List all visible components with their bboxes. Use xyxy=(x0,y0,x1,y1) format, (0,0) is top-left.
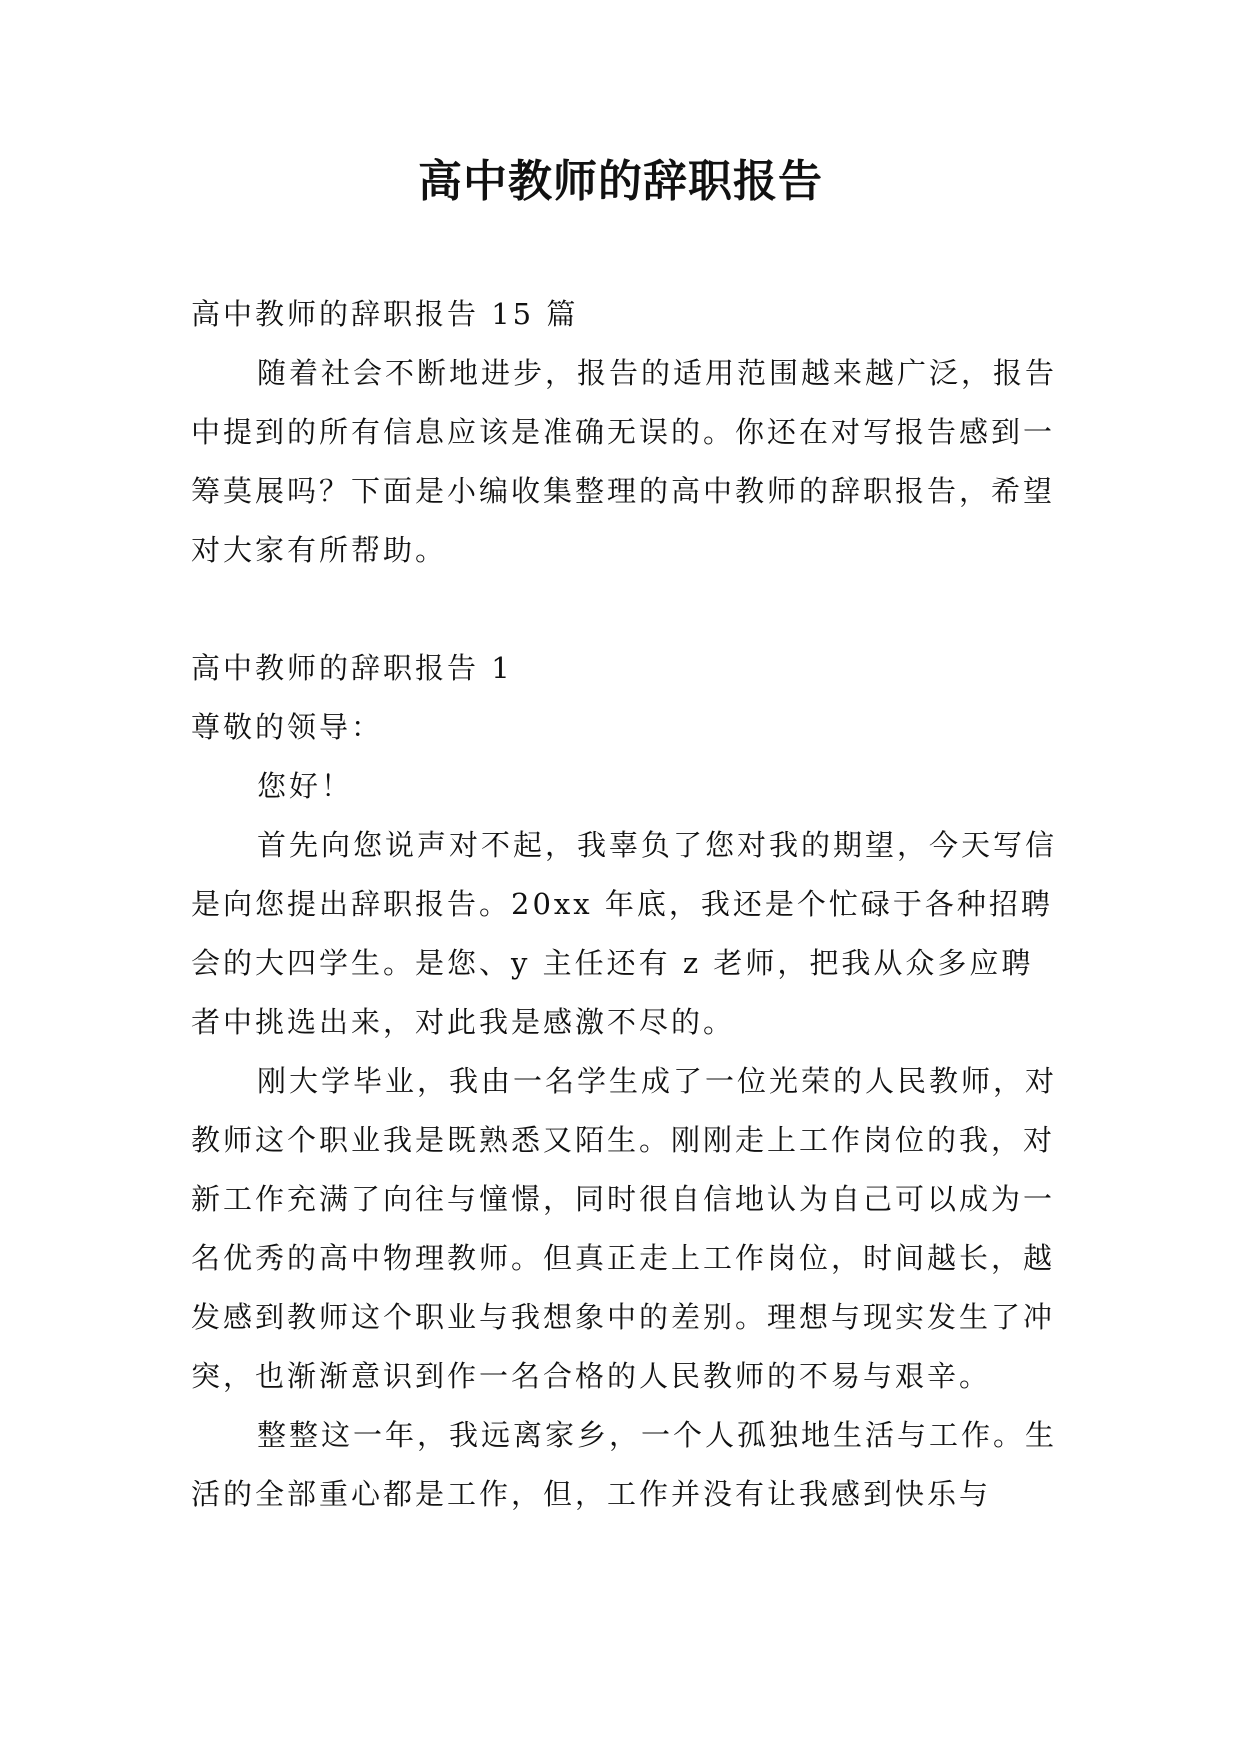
section-heading: 高中教师的辞职报告 1 xyxy=(191,651,513,685)
document-subtitle: 高中教师的辞职报告 15 篇 xyxy=(191,297,579,331)
document-body xyxy=(191,285,1061,1524)
document-title: 高中教师的辞职报告 xyxy=(418,156,823,207)
body-paragraph-2: 刚大学毕业，我由一名学生成了一位光荣的人民教师，对教师这个职业我是既熟悉又陌生。刚刚走上工作岗位的我，对新工作充满了向往与憧憬，同时很自信地认为自己可以成为一名优秀的高中物理教师。但真正走上工作岗位，时间越长，越发感到教师这个职业与我想象中的差别。理想与现实发生了冲突，也渐渐意识到作一名合格的人民教师的不易与艰辛。 xyxy=(191,1064,1058,1393)
salutation: 尊敬的领导： xyxy=(191,710,384,744)
body-paragraph-3: 整整这一年，我远离家乡，一个人孤独地生活与工作。生活的全部重心都是工作，但，工作并没有让我感到快乐与 xyxy=(191,1418,1058,1511)
intro-paragraph: 随着社会不断地进步，报告的适用范围越来越广泛，报告中提到的所有信息应该是准确无误的。你还在对写报告感到一筹莫展吗？下面是小编收集整理的高中教师的辞职报告，希望对大家有所帮助。 xyxy=(191,356,1058,567)
greeting: 您好！ xyxy=(257,769,354,803)
body-paragraph-1: 首先向您说声对不起，我辜负了您对我的期望，今天写信是向您提出辞职报告。20xx 年底，我还是个忙碌于各种招聘会的大四学生。是您、y 主任还有 z 老师，把我从众多应聘者中挑选出来，对此我是感激不尽的。 xyxy=(191,828,1058,1039)
